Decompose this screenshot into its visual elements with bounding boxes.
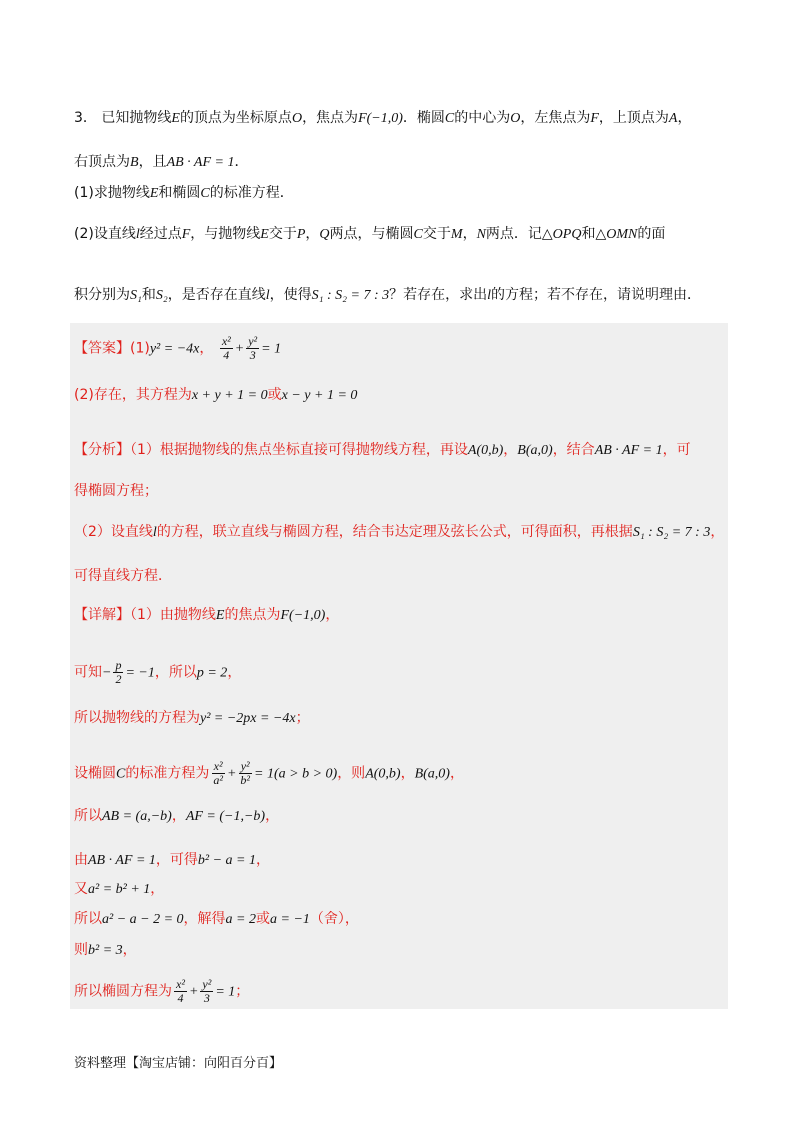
math-equals-one: = 1 (215, 984, 236, 1000)
text: 的焦点为 (224, 607, 281, 623)
analysis-line-2 (74, 481, 158, 501)
text: ，可得 (155, 852, 198, 868)
text: (2)存在，其方程为 (74, 387, 192, 403)
math-line-eq-1: x + y + 1 = 0 (191, 388, 268, 403)
math-F: F (590, 111, 599, 126)
math-point-B: B(a,0) (517, 443, 553, 458)
text: 或 (256, 911, 270, 927)
detail-line-7 (74, 879, 164, 900)
text: 所以抛物线的方程为 (74, 710, 200, 726)
text: 的方程；若不存在，请说明理由． (491, 287, 702, 303)
math-l: l (487, 288, 492, 303)
analysis-line-4 (74, 566, 172, 586)
problem-question-1 (74, 183, 294, 204)
fraction (200, 978, 213, 1005)
answer-line-2 (74, 385, 357, 406)
text: ，则 (337, 765, 366, 782)
math-solution: a = 2 (225, 912, 256, 927)
text: 或 (267, 387, 282, 403)
answer-line-1 (74, 335, 281, 362)
text: ，结合 (552, 442, 595, 458)
text: ， (265, 808, 280, 824)
math-B: B (130, 155, 139, 170)
detail-line-5 (74, 806, 279, 827)
text: ，是否存在直线 (167, 287, 266, 303)
math-E: E (215, 608, 225, 623)
denominator: 2 (115, 672, 122, 686)
math-parabola-eq: y² = −2px = −4x (200, 711, 296, 726)
math-line-eq-2: x − y + 1 = 0 (281, 388, 358, 403)
text: 的方程，联立直线与椭圆方程，结合韦达定理及弦长公式，可得面积，再根据 (156, 524, 633, 540)
math-E: E (149, 186, 159, 201)
math-plus: + (226, 766, 237, 782)
text: ，可 (662, 442, 691, 458)
text: ， (305, 226, 320, 242)
text: ， (150, 881, 165, 897)
text: 设椭圆 (74, 765, 116, 782)
text: 右顶点为 (74, 154, 130, 170)
math-C: C (444, 111, 455, 126)
math-F: F (181, 227, 191, 242)
text: （2）设直线 (74, 524, 153, 540)
math-vector-AF: AF = (−1,−b) (185, 809, 266, 824)
math-equation: b² − a = 1 (197, 853, 256, 868)
text: （1）由抛物线 (130, 607, 216, 623)
text: 的标准方程为 (125, 765, 210, 782)
math-F-point: F(−1,0) (358, 111, 403, 126)
math-Q: Q (319, 227, 330, 242)
denominator: 3 (249, 348, 256, 362)
text: ， (256, 852, 270, 868)
detail-line-2 (74, 659, 241, 686)
text: 积分别为 (74, 287, 130, 303)
text: ， (171, 808, 186, 824)
math-triangle-OMN: △OMN (595, 227, 638, 242)
text: 的标准方程． (209, 185, 294, 201)
text: 所以椭圆方程为 (74, 983, 172, 1000)
math-O: O (291, 111, 303, 126)
fraction (174, 978, 187, 1005)
numerator: x² (213, 759, 223, 773)
math-parabola-eq: y² = −4x (149, 341, 200, 357)
numerator: p (115, 658, 122, 672)
math-P: P (296, 227, 306, 242)
text: ； (295, 710, 310, 726)
numerator: x² (221, 334, 231, 348)
denominator: 4 (177, 991, 184, 1005)
fraction (238, 760, 252, 787)
text: 得椭圆方程； (74, 483, 158, 499)
math-solution: a = −1 (270, 912, 310, 927)
math-equation: a² = b² + 1 (88, 882, 151, 897)
analysis-line-1 (74, 440, 691, 461)
text: (1)求抛物线 (74, 185, 150, 201)
math-l: l (135, 227, 140, 242)
problem-line-2 (74, 152, 248, 173)
math-plus: + (188, 984, 199, 1000)
fraction (246, 335, 259, 362)
text: ， (400, 765, 415, 782)
math-S1: S₁ (130, 288, 142, 303)
text: 两点．记 (485, 226, 542, 242)
text: 所以 (74, 808, 102, 824)
detail-line-3 (74, 708, 310, 729)
text: ， (449, 765, 464, 782)
detail-line-6 (74, 850, 270, 871)
math-dot-product: AB · AF = 1 (166, 155, 235, 170)
math-S2: S₂ (155, 288, 168, 303)
text: ， (710, 524, 725, 540)
math-M: M (450, 227, 463, 242)
math-ellipse-condition: = 1(a > b > 0) (254, 766, 338, 782)
problem-line-1 (74, 108, 691, 129)
numerator: x² (176, 977, 185, 991)
math-F-point: F(−1,0) (280, 608, 326, 623)
text: 交于 (268, 226, 297, 242)
math-vector-AB: AB = (a,−b) (102, 809, 172, 824)
math-C: C (116, 766, 126, 782)
text: 和 (141, 287, 156, 303)
text: ， (122, 942, 137, 958)
math-dot-product: AB · AF = 1 (88, 853, 156, 868)
math-point-A: A(0,b) (467, 443, 504, 458)
text: 交于 (422, 226, 451, 242)
text: ，上顶点为 (598, 110, 669, 126)
analysis-tag: 【分析】 (74, 442, 130, 458)
math-minus: − (102, 665, 112, 681)
problem-number: 3． (74, 110, 97, 126)
math-E: E (171, 111, 180, 126)
text: (2)设直线 (74, 226, 136, 242)
problem-question-2-cont (74, 285, 701, 306)
text: ，焦点为 (302, 110, 359, 126)
text: 可得直线方程． (74, 568, 172, 584)
detail-line-10 (74, 978, 249, 1005)
math-O: O (510, 111, 521, 126)
denominator: 4 (223, 348, 230, 362)
math-point-B: B(a,0) (414, 766, 450, 782)
fraction (113, 659, 123, 686)
text: 则 (74, 942, 88, 958)
text: ， (199, 340, 214, 357)
text: ？若存在，求出 (389, 287, 488, 303)
detail-line-8 (74, 909, 359, 930)
math-dot-product: AB · AF = 1 (594, 443, 663, 458)
text: 可知 (74, 664, 102, 681)
text: ， (503, 442, 518, 458)
detail-tag: 【详解】 (74, 607, 130, 623)
analysis-line-3 (74, 522, 724, 543)
denominator: a² (213, 773, 223, 787)
denominator: b² (240, 773, 251, 787)
text: ，与抛物线 (190, 226, 261, 242)
numerator: y² (240, 759, 250, 773)
text: ．椭圆 (402, 110, 445, 126)
text: ，所以 (154, 664, 197, 681)
numerator: y² (202, 977, 212, 991)
answer-tag: 【答案】 (74, 340, 130, 357)
text: ，解得 (183, 911, 226, 927)
text: ． (234, 154, 249, 170)
footer-note: 资料整理【淘宝店铺：向阳百分百】 (74, 1056, 283, 1071)
text: ， (462, 226, 477, 242)
text: （舍）， (309, 911, 359, 927)
math-point-A: A(0,b) (365, 766, 401, 782)
text: 的中心为 (454, 110, 511, 126)
math-ratio: S₁ : S₂ = 7 : 3 (311, 288, 390, 303)
text: 的面 (637, 226, 666, 242)
math-equals-one: = 1 (261, 341, 282, 357)
text: ，且 (138, 154, 167, 170)
text: ； (235, 983, 250, 1000)
math-E: E (260, 227, 269, 242)
math-equation: b² = 3 (88, 943, 123, 958)
math-p-value: p = 2 (196, 665, 228, 681)
text: ， (677, 110, 692, 126)
detail-line-9 (74, 940, 137, 961)
math-equation: a² − a − 2 = 0 (102, 912, 184, 927)
detail-line-4 (74, 760, 464, 787)
math-l: l (265, 288, 270, 303)
problem-question-2 (74, 224, 665, 245)
text: ， (227, 664, 242, 681)
math-ratio: S₁ : S₂ = 7 : 3 (632, 525, 711, 540)
math-N: N (476, 227, 486, 242)
denominator: 3 (203, 991, 210, 1005)
math-C: C (413, 227, 423, 242)
text: 又 (74, 881, 88, 897)
text: 所以 (74, 911, 102, 927)
math-l: l (152, 525, 157, 540)
detail-line-1 (74, 605, 339, 626)
text: ， (325, 607, 340, 623)
text: 两点，与椭圆 (329, 226, 414, 242)
math-C: C (200, 186, 210, 201)
text: 由 (74, 852, 88, 868)
text: 经过点 (139, 226, 182, 242)
text: 已知抛物线 (101, 110, 172, 126)
fraction (220, 335, 233, 362)
text: (1) (130, 340, 150, 357)
math-plus: + (234, 341, 245, 357)
fraction (211, 760, 225, 787)
math-A: A (668, 111, 678, 126)
math-triangle-OPQ: △OPQ (541, 227, 582, 242)
text: （1）根据抛物线的焦点坐标直接可得抛物线方程，再设 (130, 442, 468, 458)
text: ，使得 (269, 287, 312, 303)
text: 和 (581, 226, 596, 242)
text: 和椭圆 (158, 185, 201, 201)
text: 的顶点为坐标原点 (179, 110, 292, 126)
numerator: y² (248, 334, 258, 348)
text: ，左焦点为 (520, 110, 591, 126)
math-equals: = −1 (125, 665, 155, 681)
